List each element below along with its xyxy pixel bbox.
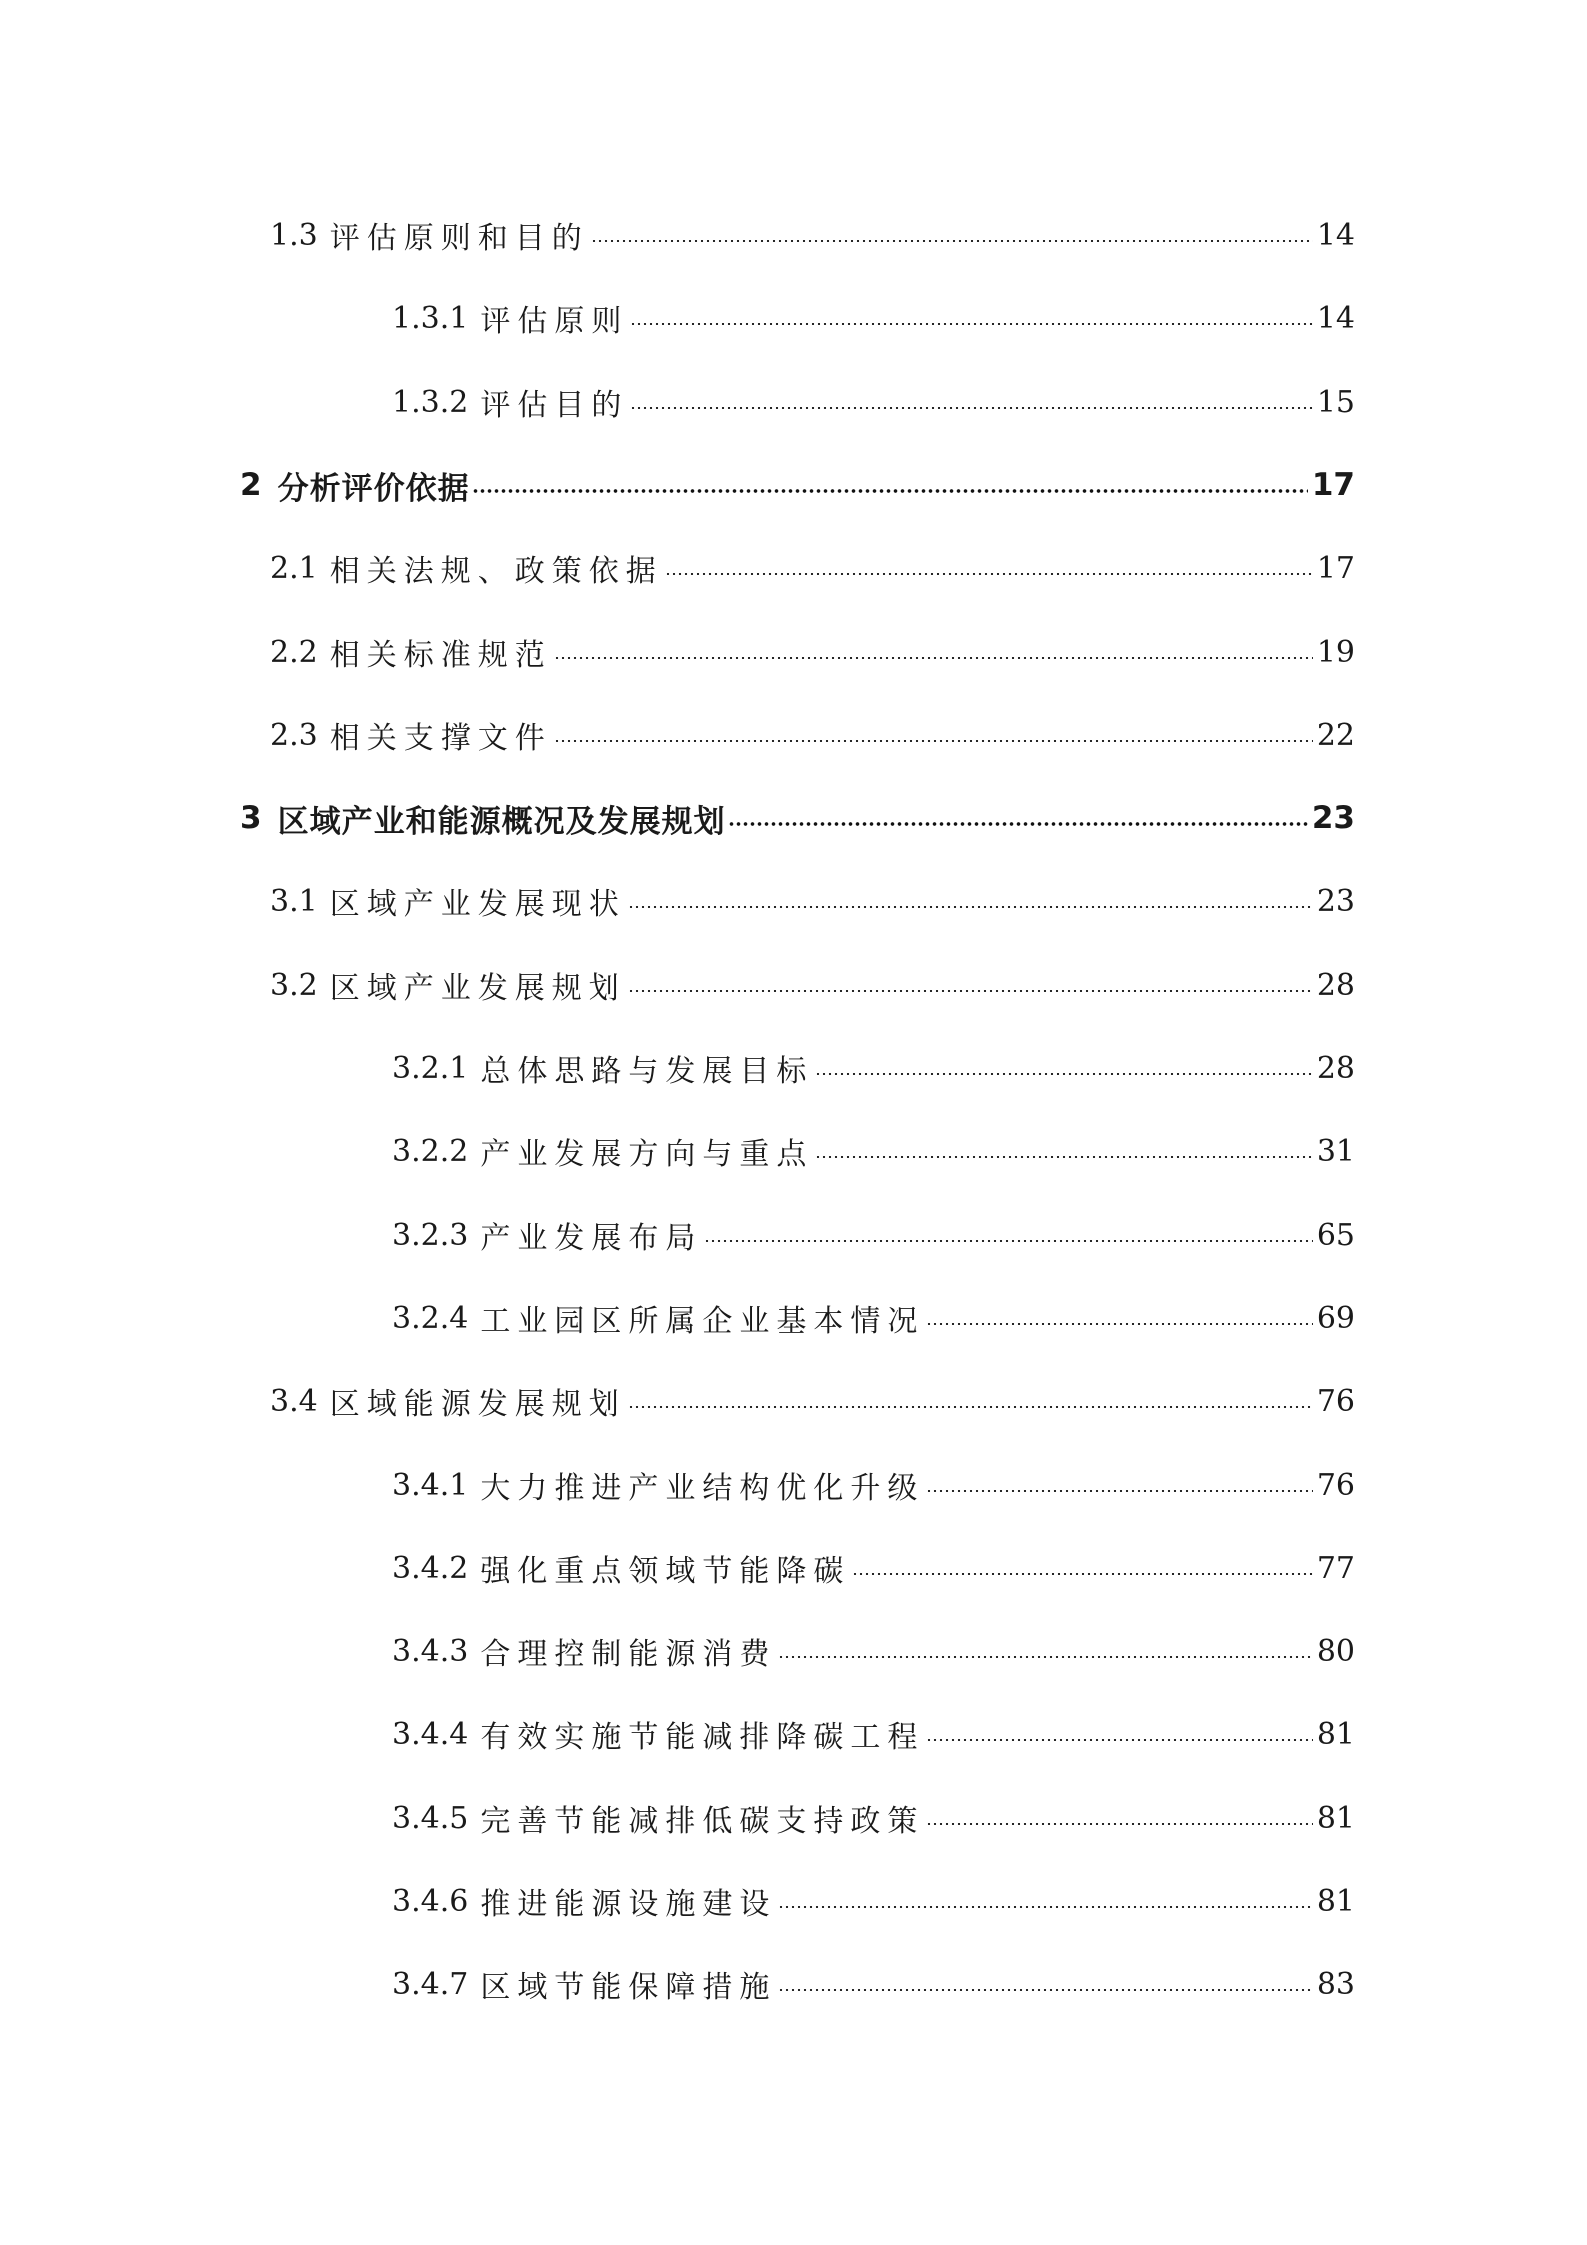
toc-title: 有效实施节能减排降碳工程 (480, 1720, 925, 1755)
toc-number: 2 (240, 467, 262, 503)
toc-entry[interactable] (270, 205, 1355, 265)
toc-title: 强化重点领域节能降碳 (480, 1554, 851, 1589)
toc-entry[interactable] (392, 1871, 1355, 1931)
toc-number: 3.2.3 (392, 1217, 469, 1253)
toc-number: 3.2 (270, 967, 318, 1003)
toc-entry[interactable] (392, 1121, 1355, 1181)
dot-leader (778, 1989, 1312, 1991)
toc-page-number: 76 (1316, 1467, 1355, 1503)
dot-leader (728, 822, 1308, 826)
toc-title: 推进能源设施建设 (480, 1887, 777, 1922)
toc-entry[interactable] (270, 871, 1355, 931)
toc-title: 区域产业和能源概况及发展规划 (277, 803, 726, 840)
toc-page-number: 81 (1316, 1716, 1355, 1752)
toc-entry[interactable] (392, 372, 1355, 432)
dot-leader (926, 1323, 1312, 1325)
toc-number: 1.3 (270, 217, 318, 253)
toc-number: 3.4.7 (392, 1966, 469, 2002)
toc-page-number: 14 (1316, 300, 1355, 336)
toc-title: 评估原则 (480, 304, 629, 339)
toc-page-number: 15 (1316, 384, 1355, 420)
toc-title: 产业发展布局 (480, 1221, 703, 1256)
toc-page-number: 19 (1316, 634, 1355, 670)
toc-entry[interactable] (392, 1038, 1355, 1098)
toc-page-number: 83 (1316, 1966, 1355, 2002)
toc-number: 3.4.5 (392, 1800, 469, 1836)
toc-number: 3.2.1 (392, 1050, 469, 1086)
toc-entry[interactable] (392, 288, 1355, 348)
toc-page-number: 28 (1316, 1050, 1355, 1086)
toc-title: 合理控制能源消费 (480, 1637, 777, 1672)
toc-entry[interactable] (392, 1621, 1355, 1681)
dot-leader (926, 1490, 1312, 1492)
toc-title: 相关标准规范 (329, 638, 552, 673)
toc-entry[interactable] (392, 1538, 1355, 1598)
toc-title: 相关支撑文件 (329, 721, 552, 756)
toc-number: 3.1 (270, 883, 318, 919)
toc-title: 区域产业发展现状 (329, 887, 626, 922)
toc-page-number: 69 (1316, 1300, 1355, 1336)
toc-page-number: 80 (1316, 1633, 1355, 1669)
dot-leader (630, 323, 1312, 325)
toc-entry[interactable] (270, 705, 1355, 765)
toc-number: 3.4.3 (392, 1633, 469, 1669)
dot-leader (815, 1073, 1312, 1075)
dot-leader (554, 740, 1313, 742)
toc-page-number: 17 (1316, 550, 1355, 586)
toc-entry[interactable] (270, 1371, 1355, 1431)
toc-number: 3.4 (270, 1383, 318, 1419)
toc-number: 2.3 (270, 717, 318, 753)
toc-title: 区域能源发展规划 (329, 1387, 626, 1422)
toc-number: 3 (240, 800, 262, 836)
toc-entry[interactable] (392, 1288, 1355, 1348)
dot-leader (665, 573, 1313, 575)
toc-page-number: 31 (1316, 1133, 1355, 1169)
dot-leader (630, 407, 1312, 409)
toc-number: 3.4.2 (392, 1550, 469, 1586)
toc-page-number: 81 (1316, 1800, 1355, 1836)
toc-title: 相关法规、政策依据 (329, 554, 663, 589)
toc-entry[interactable] (240, 455, 1355, 515)
toc-number: 2.2 (270, 634, 318, 670)
toc-page-number: 23 (1316, 883, 1355, 919)
toc-entry[interactable] (392, 1704, 1355, 1764)
toc-title: 产业发展方向与重点 (480, 1137, 814, 1172)
toc-number: 3.2.2 (392, 1133, 469, 1169)
toc-page-number: 76 (1316, 1383, 1355, 1419)
toc-entry[interactable] (392, 1788, 1355, 1848)
toc-page-number: 22 (1316, 717, 1355, 753)
dot-leader (778, 1906, 1312, 1908)
dot-leader (926, 1823, 1312, 1825)
toc-page-number: 23 (1311, 800, 1355, 836)
toc-title: 评估原则和目的 (329, 221, 589, 256)
toc-page-number: 28 (1316, 967, 1355, 1003)
toc-title: 区域节能保障措施 (480, 1970, 777, 2005)
toc-page-number: 17 (1311, 467, 1355, 503)
toc-number: 1.3.2 (392, 384, 469, 420)
dot-leader (628, 1406, 1313, 1408)
toc-entry[interactable] (270, 538, 1355, 598)
toc-page-number: 14 (1316, 217, 1355, 253)
toc-title: 分析评价依据 (277, 470, 470, 507)
toc-page-number: 65 (1316, 1217, 1355, 1253)
toc-title: 大力推进产业结构优化升级 (480, 1471, 925, 1506)
toc-entry[interactable] (392, 1954, 1355, 2014)
toc-title: 完善节能减排低碳支持政策 (480, 1804, 925, 1839)
dot-leader (704, 1240, 1312, 1242)
toc-number: 3.4.6 (392, 1883, 469, 1919)
toc-page-number: 77 (1316, 1550, 1355, 1586)
toc-number: 3.4.4 (392, 1716, 469, 1752)
dot-leader (554, 657, 1313, 659)
dot-leader (926, 1739, 1312, 1741)
toc-number: 3.4.1 (392, 1467, 469, 1503)
toc-entry[interactable] (270, 622, 1355, 682)
toc-title: 区域产业发展规划 (329, 971, 626, 1006)
toc-entry[interactable] (392, 1455, 1355, 1515)
toc-entry[interactable] (270, 955, 1355, 1015)
toc-number: 2.1 (270, 550, 318, 586)
toc-entry[interactable] (240, 788, 1355, 848)
dot-leader (852, 1573, 1312, 1575)
dot-leader (815, 1156, 1312, 1158)
toc-page-number: 81 (1316, 1883, 1355, 1919)
dot-leader (778, 1656, 1312, 1658)
dot-leader (628, 990, 1313, 992)
dot-leader (472, 489, 1308, 493)
toc-entry[interactable] (392, 1205, 1355, 1265)
toc-title: 评估目的 (480, 388, 629, 423)
toc-title: 工业园区所属企业基本情况 (480, 1304, 925, 1339)
toc-number: 1.3.1 (392, 300, 469, 336)
toc-title: 总体思路与发展目标 (480, 1054, 814, 1089)
dot-leader (591, 240, 1313, 242)
toc-number: 3.2.4 (392, 1300, 469, 1336)
dot-leader (628, 906, 1313, 908)
